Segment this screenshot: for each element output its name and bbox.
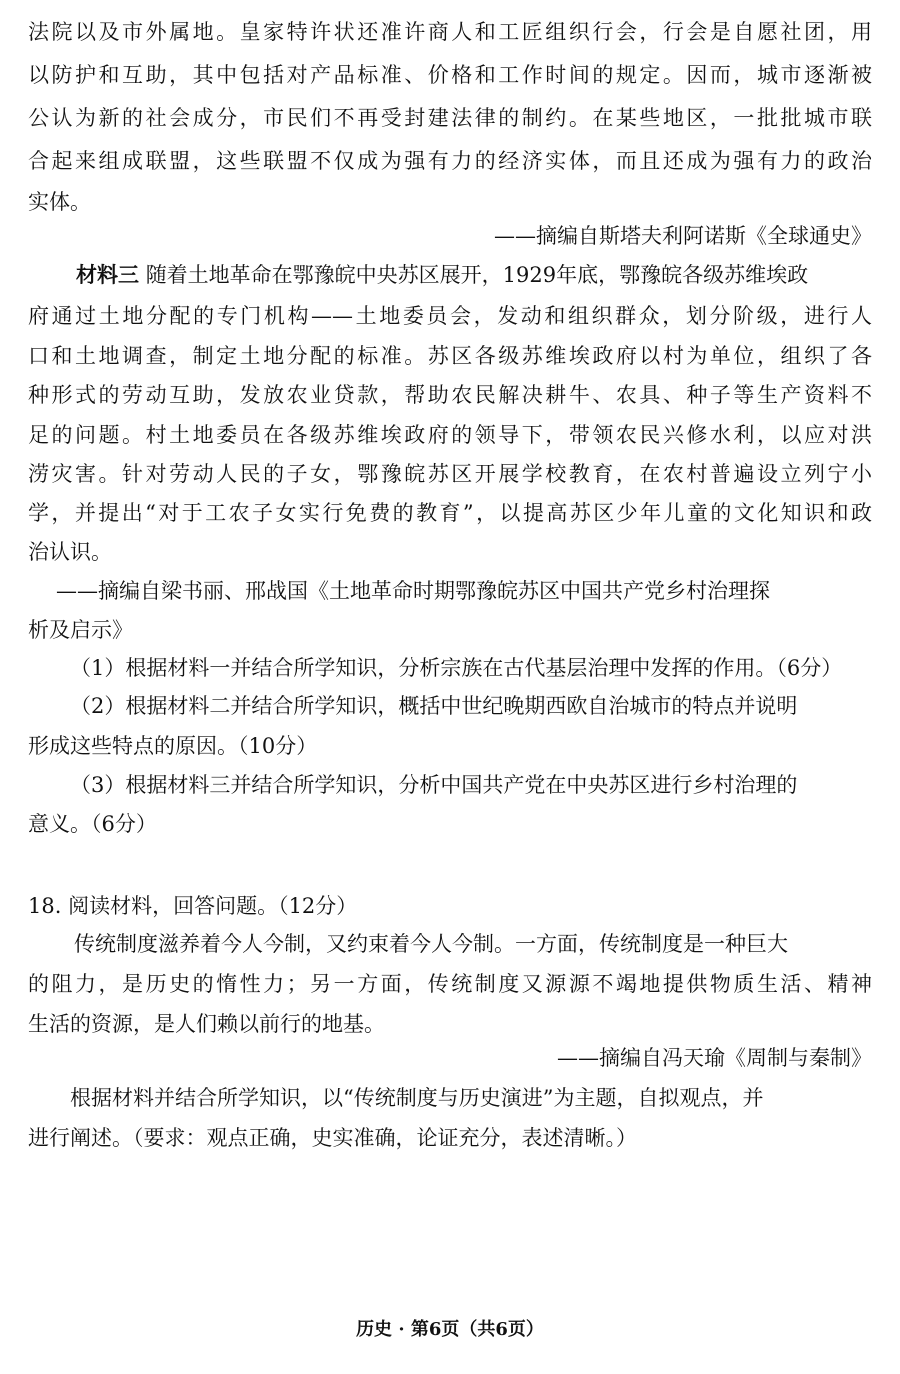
material3-label: 材料三 bbox=[76, 262, 139, 287]
material2-source: ——摘编自斯塔夫利阿诺斯《全球通史》 bbox=[494, 224, 872, 248]
material3-line: 足的问题。村土地委员在各级苏维埃政府的领导下，带领农民兴修水利，以应对洪 bbox=[28, 423, 872, 447]
question-18-text: 的阻力，是历史的惰性力；另一方面，传统制度又源源不竭地提供物质生活、精神 bbox=[28, 972, 872, 996]
question-1: （1）根据材料一并结合所学知识，分析宗族在古代基层治理中发挥的作用。（6分） bbox=[70, 656, 843, 680]
question-18-text: 生活的资源，是人们赖以前行的地基。 bbox=[28, 1012, 385, 1036]
question-2: （2）根据材料二并结合所学知识，概括中世纪晚期西欧自治城市的特点并说明 bbox=[70, 694, 798, 718]
question-3: （3）根据材料三并结合所学知识，分析中国共产党在中央苏区进行乡村治理的 bbox=[70, 773, 798, 797]
question-18-heading: 18. 阅读材料，回答问题。（12分） bbox=[28, 894, 358, 918]
question-2-cont: 形成这些特点的原因。（10分） bbox=[28, 734, 318, 758]
page-footer: 历史 · 第6页（共6页） bbox=[356, 1319, 544, 1340]
material2-line: 法院以及市外属地。皇家特许状还准许商人和工匠组织行会，行会是自愿社团，用 bbox=[28, 20, 872, 44]
material3-line: 学，并提出“对于工农子女实行免费的教育”，以提高苏区少年儿童的文化知识和政 bbox=[28, 501, 872, 525]
question-18-source: ——摘编自冯天瑜《周制与秦制》 bbox=[557, 1046, 872, 1070]
material3-first-line bbox=[76, 261, 872, 289]
question-3-cont: 意义。（6分） bbox=[28, 812, 157, 836]
material3-line: 涝灾害。针对劳动人民的子女，鄂豫皖苏区开展学校教育，在农村普遍设立列宁小 bbox=[28, 462, 872, 486]
question-18-task: 根据材料并结合所学知识，以“传统制度与历史演进”为主题，自拟观点，并 bbox=[70, 1086, 764, 1110]
material2-line: 公认为新的社会成分，市民们不再受封建法律的制约。在某些地区，一批批城市联 bbox=[28, 106, 872, 130]
material3-line: 口和土地调查，制定土地分配的标准。苏区各级苏维埃政府以村为单位，组织了各 bbox=[28, 344, 872, 368]
question-18-text: 传统制度滋养着今人今制，又约束着今人今制。一方面，传统制度是一种巨大 bbox=[74, 932, 788, 956]
material2-line: 实体。 bbox=[28, 190, 91, 214]
material3-line: 随着土地革命在鄂豫皖中央苏区展开，1929年底，鄂豫皖各级苏维埃政 bbox=[145, 263, 809, 287]
material2-line: 合起来组成联盟，这些联盟不仅成为强有力的经济实体，而且还成为强有力的政治 bbox=[28, 149, 872, 173]
material3-source: ——摘编自梁书丽、邢战国《土地革命时期鄂豫皖苏区中国共产党乡村治理探 bbox=[56, 579, 770, 603]
material3-line: 治认识。 bbox=[28, 540, 112, 564]
material3-line: 府通过土地分配的专门机构——土地委员会，发动和组织群众，划分阶级，进行人 bbox=[28, 304, 872, 328]
question-18-task-cont: 进行阐述。（要求：观点正确，史实准确，论证充分，表述清晰。） bbox=[28, 1126, 637, 1150]
material3-source-cont: 析及启示》 bbox=[28, 618, 133, 642]
material3-line: 种形式的劳动互助，发放农业贷款，帮助农民解决耕牛、农具、种子等生产资料不 bbox=[28, 383, 872, 407]
material2-line: 以防护和互助，其中包括对产品标准、价格和工作时间的规定。因而，城市逐渐被 bbox=[28, 63, 872, 87]
